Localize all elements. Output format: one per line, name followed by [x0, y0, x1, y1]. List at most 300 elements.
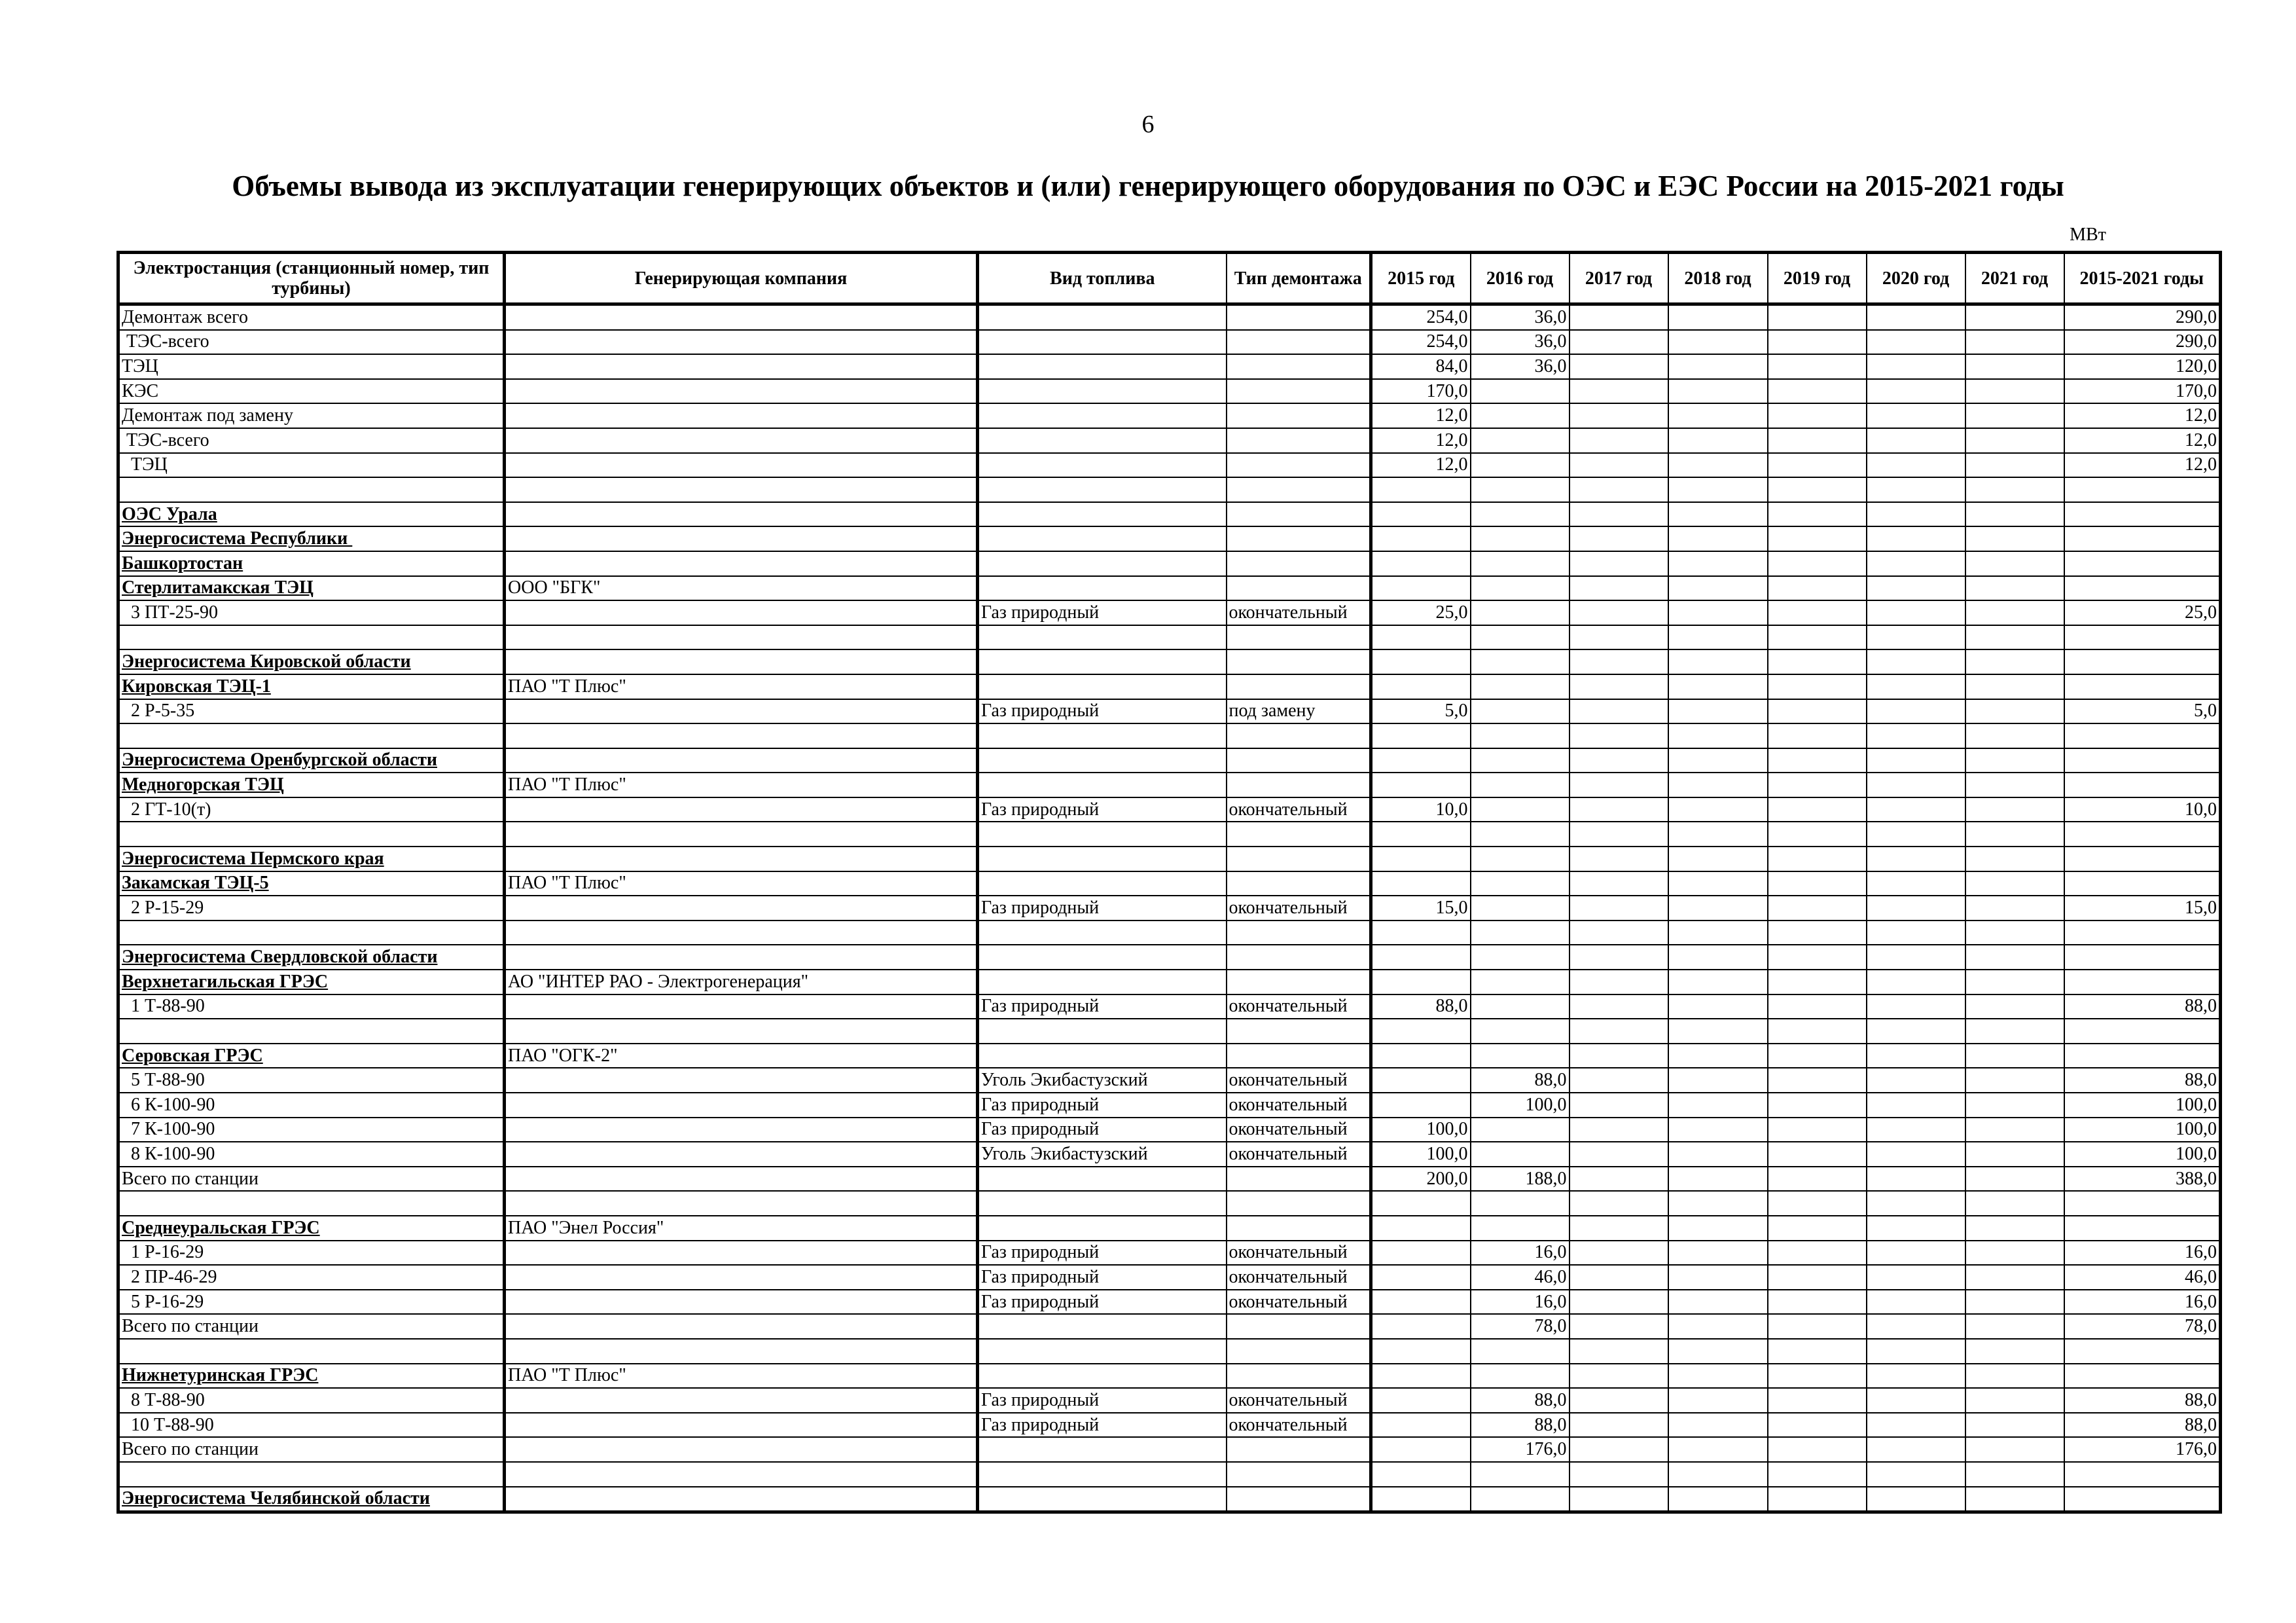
cell-2018: [1668, 428, 1768, 453]
cell-2015: [1371, 773, 1471, 797]
cell-station: Серовская ГРЭС: [118, 1044, 505, 1068]
table-row: [118, 1167, 2221, 1192]
cell-2018: [1668, 1118, 1768, 1142]
cell-2016: [1471, 748, 1570, 773]
cell-2016: [1471, 1191, 1570, 1216]
cell-2018: [1668, 921, 1768, 945]
cell-2015: [1371, 921, 1471, 945]
cell-2015: [1371, 871, 1471, 896]
cell-fuel: [978, 1364, 1227, 1389]
cell-2015: [1371, 674, 1471, 699]
cell-2017: [1570, 723, 1668, 748]
cell-2016: [1471, 625, 1570, 650]
cell-2017: [1570, 748, 1668, 773]
cell-demontage-type: [1227, 945, 1371, 970]
cell-total: [2064, 1019, 2221, 1044]
cell-2021: [1965, 304, 2064, 330]
cell-total: 290,0: [2064, 304, 2221, 330]
cell-2016: [1471, 453, 1570, 478]
cell-2019: [1768, 304, 1867, 330]
cell-demontage-type: окончательный: [1227, 600, 1371, 625]
cell-2018: [1668, 822, 1768, 847]
table-row: [118, 1216, 2221, 1241]
cell-fuel: [978, 1314, 1227, 1339]
cell-2020: [1867, 354, 1965, 379]
cell-2016: [1471, 822, 1570, 847]
cell-demontage-type: [1227, 970, 1371, 994]
cell-2020: [1867, 1388, 1965, 1413]
cell-2016: [1471, 1487, 1570, 1512]
cell-total: [2064, 674, 2221, 699]
cell-2020: [1867, 403, 1965, 428]
cell-2019: [1768, 1241, 1867, 1266]
units-label: МВт: [2070, 225, 2106, 245]
cell-fuel: [978, 453, 1227, 478]
table-row: [118, 847, 2221, 871]
cell-station: Энергосистема Челябинской области: [118, 1487, 505, 1512]
cell-2016: 88,0: [1471, 1413, 1570, 1438]
cell-station: 8 К-100-90: [118, 1142, 505, 1167]
cell-total: [2064, 576, 2221, 601]
cell-company: [505, 428, 978, 453]
cell-2021: [1965, 1044, 2064, 1068]
cell-2021: [1965, 773, 2064, 797]
cell-total: [2064, 649, 2221, 674]
cell-2016: [1471, 921, 1570, 945]
cell-2020: [1867, 1216, 1965, 1241]
cell-station: Демонтаж всего: [118, 304, 505, 330]
cell-demontage-type: окончательный: [1227, 994, 1371, 1019]
cell-2015: [1371, 477, 1471, 502]
cell-company: [505, 551, 978, 576]
cell-2021: [1965, 1216, 2064, 1241]
cell-total: [2064, 625, 2221, 650]
table-row: [118, 428, 2221, 453]
cell-demontage-type: [1227, 723, 1371, 748]
cell-2017: [1570, 1118, 1668, 1142]
table-row: [118, 1019, 2221, 1044]
cell-2015: [1371, 649, 1471, 674]
cell-2015: [1371, 1364, 1471, 1389]
cell-2015: [1371, 748, 1471, 773]
table-row: [118, 797, 2221, 822]
cell-company: [505, 945, 978, 970]
cell-2021: [1965, 1118, 2064, 1142]
cell-2019: [1768, 354, 1867, 379]
cell-2018: [1668, 649, 1768, 674]
cell-company: [505, 453, 978, 478]
cell-fuel: [978, 723, 1227, 748]
cell-2020: [1867, 1364, 1965, 1389]
cell-demontage-type: [1227, 773, 1371, 797]
cell-station: ТЭС-всего: [118, 428, 505, 453]
cell-2018: [1668, 551, 1768, 576]
cell-2020: [1867, 822, 1965, 847]
col-header-2015: 2015 год: [1371, 253, 1471, 304]
cell-2018: [1668, 1216, 1768, 1241]
cell-2015: [1371, 1413, 1471, 1438]
cell-station: 5 Р-16-29: [118, 1290, 505, 1315]
cell-2020: [1867, 428, 1965, 453]
cell-2020: [1867, 600, 1965, 625]
cell-2017: [1570, 994, 1668, 1019]
cell-2020: [1867, 477, 1965, 502]
cell-2017: [1570, 526, 1668, 551]
page-number: 6: [1141, 111, 1155, 138]
cell-2021: [1965, 896, 2064, 921]
cell-2017: [1570, 453, 1668, 478]
cell-2020: [1867, 1019, 1965, 1044]
cell-2017: [1570, 1265, 1668, 1290]
cell-station: Нижнетуринская ГРЭС: [118, 1364, 505, 1389]
cell-2019: [1768, 1118, 1867, 1142]
cell-2021: [1965, 970, 2064, 994]
cell-2019: [1768, 994, 1867, 1019]
cell-2018: [1668, 600, 1768, 625]
cell-2018: [1668, 674, 1768, 699]
cell-2017: [1570, 1216, 1668, 1241]
cell-total: 290,0: [2064, 330, 2221, 355]
cell-2018: [1668, 1388, 1768, 1413]
cell-2019: [1768, 723, 1867, 748]
cell-fuel: [978, 1339, 1227, 1364]
cell-station: 3 ПТ-25-90: [118, 600, 505, 625]
cell-2021: [1965, 600, 2064, 625]
cell-fuel: [978, 1437, 1227, 1462]
cell-station: Всего по станции: [118, 1167, 505, 1192]
cell-2021: [1965, 379, 2064, 404]
cell-2015: 88,0: [1371, 994, 1471, 1019]
cell-2018: [1668, 477, 1768, 502]
cell-total: 176,0: [2064, 1437, 2221, 1462]
cell-company: [505, 502, 978, 527]
cell-2017: [1570, 1413, 1668, 1438]
cell-2020: [1867, 699, 1965, 724]
cell-2017: [1570, 649, 1668, 674]
cell-demontage-type: окончательный: [1227, 1413, 1371, 1438]
cell-company: [505, 1290, 978, 1315]
cell-2019: [1768, 921, 1867, 945]
cell-2020: [1867, 1142, 1965, 1167]
cell-total: [2064, 1339, 2221, 1364]
cell-demontage-type: [1227, 1044, 1371, 1068]
cell-2020: [1867, 551, 1965, 576]
cell-fuel: Газ природный: [978, 1093, 1227, 1118]
cell-total: 388,0: [2064, 1167, 2221, 1192]
cell-2019: [1768, 551, 1867, 576]
cell-station: Энергосистема Республики: [118, 526, 505, 551]
cell-2021: [1965, 649, 2064, 674]
cell-2017: [1570, 773, 1668, 797]
cell-demontage-type: окончательный: [1227, 1265, 1371, 1290]
cell-total: [2064, 1216, 2221, 1241]
cell-2020: [1867, 1118, 1965, 1142]
cell-total: [2064, 723, 2221, 748]
cell-demontage-type: [1227, 921, 1371, 945]
cell-fuel: [978, 748, 1227, 773]
cell-total: 88,0: [2064, 994, 2221, 1019]
cell-demontage-type: [1227, 477, 1371, 502]
table-row: [118, 1118, 2221, 1142]
cell-2019: [1768, 1093, 1867, 1118]
cell-company: ПАО "Т Плюс": [505, 1364, 978, 1389]
cell-2020: [1867, 1290, 1965, 1315]
cell-2016: [1471, 1462, 1570, 1487]
cell-total: 100,0: [2064, 1142, 2221, 1167]
cell-2019: [1768, 330, 1867, 355]
cell-2017: [1570, 625, 1668, 650]
cell-demontage-type: [1227, 674, 1371, 699]
cell-2018: [1668, 970, 1768, 994]
cell-demontage-type: [1227, 625, 1371, 650]
cell-2020: [1867, 649, 1965, 674]
cell-total: 12,0: [2064, 453, 2221, 478]
cell-2017: [1570, 1314, 1668, 1339]
table-row: [118, 1462, 2221, 1487]
cell-fuel: Газ природный: [978, 1290, 1227, 1315]
cell-station: Башкортостан: [118, 551, 505, 576]
cell-2021: [1965, 1413, 2064, 1438]
cell-2018: [1668, 1241, 1768, 1266]
cell-fuel: [978, 1216, 1227, 1241]
cell-2016: [1471, 970, 1570, 994]
cell-fuel: Газ природный: [978, 1118, 1227, 1142]
cell-2017: [1570, 1191, 1668, 1216]
cell-2017: [1570, 970, 1668, 994]
cell-2016: [1471, 379, 1570, 404]
table-row: [118, 1142, 2221, 1167]
cell-2021: [1965, 354, 2064, 379]
cell-2018: [1668, 773, 1768, 797]
cell-2020: [1867, 1167, 1965, 1192]
cell-2021: [1965, 1487, 2064, 1512]
cell-fuel: [978, 330, 1227, 355]
cell-2019: [1768, 1044, 1867, 1068]
cell-2017: [1570, 502, 1668, 527]
cell-2015: 12,0: [1371, 403, 1471, 428]
cell-demontage-type: [1227, 1314, 1371, 1339]
col-header-company: Генерирующая компания: [505, 253, 978, 304]
cell-2018: [1668, 945, 1768, 970]
cell-2018: [1668, 1093, 1768, 1118]
cell-company: [505, 1462, 978, 1487]
cell-2017: [1570, 600, 1668, 625]
cell-fuel: [978, 625, 1227, 650]
cell-2018: [1668, 379, 1768, 404]
cell-2017: [1570, 847, 1668, 871]
cell-2015: [1371, 822, 1471, 847]
cell-company: [505, 1241, 978, 1266]
cell-2019: [1768, 1487, 1867, 1512]
cell-2020: [1867, 994, 1965, 1019]
cell-2019: [1768, 1191, 1867, 1216]
table-row: [118, 921, 2221, 945]
cell-company: [505, 1314, 978, 1339]
cell-2020: [1867, 1487, 1965, 1512]
table-row: [118, 1290, 2221, 1315]
cell-2016: [1471, 896, 1570, 921]
cell-2016: 16,0: [1471, 1290, 1570, 1315]
cell-2019: [1768, 871, 1867, 896]
cell-2015: [1371, 1339, 1471, 1364]
cell-total: 16,0: [2064, 1290, 2221, 1315]
cell-fuel: [978, 871, 1227, 896]
cell-company: [505, 354, 978, 379]
cell-2020: [1867, 945, 1965, 970]
cell-total: [2064, 1191, 2221, 1216]
cell-2017: [1570, 304, 1668, 330]
table-row: [118, 304, 2221, 330]
cell-2021: [1965, 1437, 2064, 1462]
cell-fuel: [978, 403, 1227, 428]
cell-2018: [1668, 1437, 1768, 1462]
cell-2016: 100,0: [1471, 1093, 1570, 1118]
cell-2019: [1768, 526, 1867, 551]
cell-2016: [1471, 723, 1570, 748]
cell-total: [2064, 1487, 2221, 1512]
cell-fuel: Газ природный: [978, 1265, 1227, 1290]
cell-fuel: [978, 674, 1227, 699]
cell-2020: [1867, 502, 1965, 527]
cell-2021: [1965, 723, 2064, 748]
cell-fuel: [978, 551, 1227, 576]
cell-total: 46,0: [2064, 1265, 2221, 1290]
cell-2018: [1668, 354, 1768, 379]
cell-station: Всего по станции: [118, 1437, 505, 1462]
cell-company: [505, 1191, 978, 1216]
cell-2019: [1768, 576, 1867, 601]
cell-2015: [1371, 1314, 1471, 1339]
cell-total: [2064, 1462, 2221, 1487]
cell-2016: [1471, 1216, 1570, 1241]
cell-2016: 16,0: [1471, 1241, 1570, 1266]
cell-fuel: [978, 1191, 1227, 1216]
cell-2020: [1867, 896, 1965, 921]
cell-station: Среднеуральская ГРЭС: [118, 1216, 505, 1241]
cell-station: Энергосистема Пермского края: [118, 847, 505, 871]
cell-2020: [1867, 723, 1965, 748]
cell-2021: [1965, 576, 2064, 601]
cell-station: [118, 1191, 505, 1216]
table-row: [118, 773, 2221, 797]
cell-total: [2064, 1364, 2221, 1389]
cell-company: [505, 1068, 978, 1093]
cell-2018: [1668, 526, 1768, 551]
cell-2021: [1965, 1290, 2064, 1315]
cell-2017: [1570, 551, 1668, 576]
cell-demontage-type: [1227, 304, 1371, 330]
cell-fuel: [978, 945, 1227, 970]
cell-2020: [1867, 330, 1965, 355]
cell-2021: [1965, 1314, 2064, 1339]
table-row: [118, 1364, 2221, 1389]
cell-2019: [1768, 1290, 1867, 1315]
cell-total: 15,0: [2064, 896, 2221, 921]
cell-demontage-type: [1227, 1437, 1371, 1462]
cell-2020: [1867, 847, 1965, 871]
cell-2018: [1668, 1487, 1768, 1512]
cell-demontage-type: [1227, 428, 1371, 453]
cell-total: [2064, 551, 2221, 576]
cell-2020: [1867, 970, 1965, 994]
cell-2016: [1471, 1019, 1570, 1044]
cell-demontage-type: [1227, 526, 1371, 551]
cell-2017: [1570, 1462, 1668, 1487]
cell-2019: [1768, 1339, 1867, 1364]
cell-2019: [1768, 403, 1867, 428]
cell-2016: [1471, 1142, 1570, 1167]
cell-station: [118, 477, 505, 502]
cell-fuel: [978, 773, 1227, 797]
table-row: [118, 822, 2221, 847]
cell-2018: [1668, 994, 1768, 1019]
cell-2019: [1768, 600, 1867, 625]
cell-company: [505, 1413, 978, 1438]
cell-2019: [1768, 1167, 1867, 1192]
cell-2018: [1668, 304, 1768, 330]
table-body: [118, 304, 2221, 1512]
table-row: [118, 354, 2221, 379]
cell-2018: [1668, 1314, 1768, 1339]
cell-fuel: Газ природный: [978, 1413, 1227, 1438]
cell-station: [118, 822, 505, 847]
cell-2015: [1371, 1290, 1471, 1315]
cell-2018: [1668, 576, 1768, 601]
cell-2019: [1768, 1437, 1867, 1462]
cell-2015: 5,0: [1371, 699, 1471, 724]
cell-2018: [1668, 330, 1768, 355]
cell-demontage-type: под замену: [1227, 699, 1371, 724]
cell-total: 170,0: [2064, 379, 2221, 404]
cell-2017: [1570, 896, 1668, 921]
cell-2016: 36,0: [1471, 330, 1570, 355]
cell-2016: [1471, 847, 1570, 871]
cell-demontage-type: [1227, 1216, 1371, 1241]
table-row: [118, 674, 2221, 699]
cell-fuel: [978, 428, 1227, 453]
cell-2020: [1867, 1462, 1965, 1487]
cell-2018: [1668, 1068, 1768, 1093]
cell-2021: [1965, 1364, 2064, 1389]
cell-2017: [1570, 1364, 1668, 1389]
cell-2018: [1668, 699, 1768, 724]
cell-2020: [1867, 921, 1965, 945]
cell-total: [2064, 1044, 2221, 1068]
cell-2015: [1371, 551, 1471, 576]
cell-2015: [1371, 945, 1471, 970]
cell-2016: 176,0: [1471, 1437, 1570, 1462]
cell-company: ПАО "Т Плюс": [505, 871, 978, 896]
cell-company: [505, 1437, 978, 1462]
cell-station: Демонтаж под замену: [118, 403, 505, 428]
cell-2018: [1668, 1044, 1768, 1068]
cell-company: [505, 797, 978, 822]
cell-total: [2064, 921, 2221, 945]
cell-2016: [1471, 551, 1570, 576]
cell-company: [505, 379, 978, 404]
cell-station: Всего по станции: [118, 1314, 505, 1339]
cell-station: ТЭЦ: [118, 453, 505, 478]
cell-total: 25,0: [2064, 600, 2221, 625]
cell-2020: [1867, 674, 1965, 699]
cell-2021: [1965, 403, 2064, 428]
cell-2016: 88,0: [1471, 1388, 1570, 1413]
cell-2021: [1965, 1241, 2064, 1266]
cell-2016: [1471, 871, 1570, 896]
cell-demontage-type: [1227, 822, 1371, 847]
cell-2019: [1768, 773, 1867, 797]
cell-demontage-type: окончательный: [1227, 1068, 1371, 1093]
